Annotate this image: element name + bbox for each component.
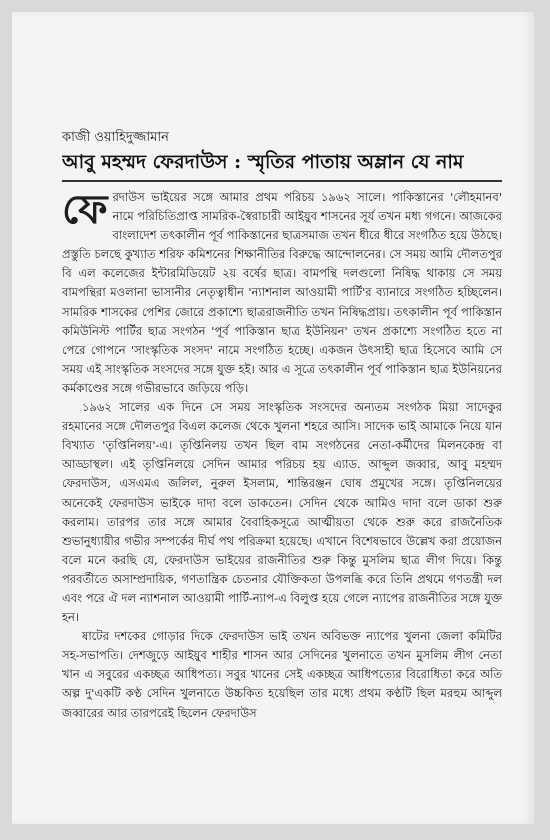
book-page (12, 12, 534, 824)
paragraph-3: ষাটের দশকের গোড়ার দিকে ফেরদাউস ভাই তখন অবিভক্ত ন্যাপের খুলনা জেলা কমিটির সহ-সভাপতি। দেশজুড়ে আইয়ুব শাহীর শাসন আর সেদিনের খুলনাতে তখন মুসলিম লীগ নেতা খান এ সবুরের একচ্ছত্র আধিপত্য। সবুর খানের সেই একচ্ছত্র আধিপত্যের বিরোধিতা করে অতি অল্প দু'একটি কণ্ঠ সেদিন খুলনাতে উচ্চকিত হয়েছিল তার মধ্যে প্রথম কণ্ঠটি ছিল মরহুম আব্দুল জব্বারের আর তারপরেই ছিলেন ফেরদাউস (62, 629, 502, 720)
paragraph-1 (62, 188, 502, 398)
article-body (62, 188, 502, 723)
title-underline (62, 180, 502, 182)
drop-cap: ফে (62, 186, 108, 233)
author-name: কাজী ওয়াহিদুজ্জামান (62, 130, 169, 145)
paragraph-text: রদাউস ভাইয়ের সঙ্গে আমার প্রথম পরিচয় ১৯৬২ সালে। পাকিস্তানের 'লৌহমানব' নামে পরিচিতিপ্রাপ্ত সামরিক-স্বৈরাচারী আইয়ুব শাসনের সূর্য তখন মধ্য গগনে। আজকের বাংলাদেশ তৎকালীন পূর্ব পাকিস্তানের ছাত্রসমাজ তখন ধীরে ধীরে সংগঠিত হয়ে উঠছে। প্রস্তুতি চলছে কুখ্যাত শরিফ কমিশনের শিক্ষানীতির বিরুদ্ধে আন্দোলনের। সে সময় আমি দৌলতপুর বি এল কলেজের ইন্টারমিডিয়েট ২য় বর্ষের ছাত্র। বামপন্থি দলগুলো নিষিদ্ধ থাকায় সে সময় বামপন্থিরা মওলানা ভাসানীর নেতৃত্বাধীন 'ন্যাশনাল আওয়ামী পার্টি'র ব্যানারে সংগঠিত হচ্ছিলেন। সামরিক শাসকের পেশির জোরে প্রকাশ্যে ছাত্ররাজনীতি তখন নিষিদ্ধপ্রায়। তৎকালীন পূর্ব পাকিস্তান কমিউনিস্ট পার্টির ছাত্র সংগঠন 'পূর্ব পাকিস্তান ছাত্র ইউনিয়ন' তখন প্রকাশ্যে সংগঠিত হতে না পেরে গোপনে 'সাংস্কৃতিক সংসদ' নামে সংগঠিত হচ্ছে। একজন উৎসাহী ছাত্র হিসেবে আমি সে সময় এই সাংস্কৃতিক সংসদের সঙ্গে যুক্ত হই। আর এ সূত্রে তৎকালীন পূর্ব পাকিস্তান ছাত্র ইউনিয়নের কর্মকাণ্ডের সঙ্গে গভীরভাবে জড়িয়ে পড়ি। (62, 190, 502, 395)
article-title: আবু মহম্মদ ফেরদাউস : স্মৃতির পাতায় অম্লান যে নাম (62, 151, 464, 173)
paragraph-2: ১৯৬২ সালের এক দিনে সে সময় সাংস্কৃতিক সংসদের অন্যতম সংগঠক মিয়া সাদেকুর রহমানের সঙ্গে দৌলতপুর বিএল কলেজ থেকে খুলনা শহরে আসি। সাদেক ভাই আমাকে নিয়ে যান বিখ্যাত 'তৃপ্তিনিলয়'-এ। তৃপ্তিনিলয় তখন ছিল বাম সংগঠনের নেতা-কর্মীদের মিলনকেন্দ্র বা আড্ডাস্থল। এই তৃপ্তিনিলয়ে সেদিন আমার পরিচয় হয় এ্যাড. আব্দুল জব্বার, আবু মহম্মদ ফেরদাউস, এসএমএ জলিল, নুরুল ইসলাম, শান্তিরঞ্জন ঘোষ প্রমুখের সঙ্গে। তৃপ্তিনিলয়ের অনেকেই ফেরদাউস ভাইকে দাদা বলে ডাকতেন। সেদিন থেকে আমিও দাদা বলে ডাকা শুরু করলাম। তারপর তার সঙ্গে আমার বৈবাহিকসূত্রে আত্মীয়তা থেকে শুরু করে রাজনৈতিক শুভানুধ্যায়ীর গভীর সম্পর্কের দীর্ঘ পথ পরিক্রমা হয়েছে। এখানে বিশেষভাবে উল্লেখ করা প্রয়োজন বলে মনে করছি যে, ফেরদাউস ভাইয়ের রাজনীতির শুরু কিন্তু মুসলিম ছাত্র লীগ দিয়ে। কিন্তু পরবর্তীতে অসাম্প্রদায়িক, গণতান্ত্রিক চেতনার যৌক্তিকতা উপলব্ধি করে তিনি প্রথমে গণতন্ত্রী দল এবং পরে ঐ দল ন্যাশনাল আওয়ামী পার্টি-ন্যাপ-এ বিলুপ্ত হয়ে গেলে ন্যাপের রাজনীতির সঙ্গে যুক্ত হন। (62, 400, 502, 625)
